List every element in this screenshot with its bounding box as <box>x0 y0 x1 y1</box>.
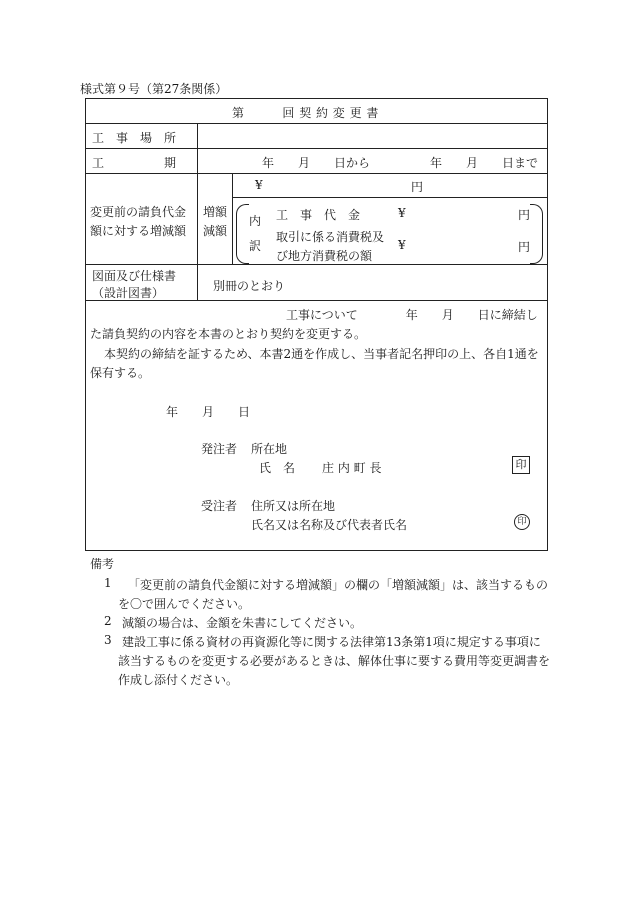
amount-label-line1: 変更前の請負代金 <box>90 205 187 219</box>
contractor-address-label: 住所又は所在地 <box>251 499 336 513</box>
construction-cost-en-unit: 円 <box>518 208 531 222</box>
note-1-line-2: を〇で囲んでください。 <box>118 597 251 611</box>
breakdown-wake: 訳 <box>249 239 262 253</box>
note-2-number: 2 <box>104 614 112 628</box>
row-divider <box>232 197 548 198</box>
total-en-unit: 円 <box>411 180 424 194</box>
note-3-line-2: 該当するものを変更する必要があるときは、解体仕事に要する費用等変更調書を <box>118 654 551 668</box>
breakdown-bracket-left <box>236 204 249 264</box>
total-yen-sign: ¥ <box>255 178 263 192</box>
period-label: 工 期 <box>92 156 177 170</box>
signing-date: 年 月 日 <box>166 405 251 419</box>
row-divider <box>85 148 548 149</box>
contractor-name-label: 氏名又は名称及び代表者氏名 <box>251 518 408 532</box>
orderer-label: 発注者 <box>201 442 238 456</box>
site-label: 工 事 場 所 <box>92 131 177 145</box>
note-1-number: 1 <box>104 576 112 590</box>
orderer-seal-icon: 印 <box>512 456 530 474</box>
form-number-label: 様式第９号（第27条関係） <box>80 82 228 96</box>
document-title: 第 回契約変更書 <box>232 106 384 120</box>
contractor-seal-icon: 印 <box>514 514 530 530</box>
breakdown-uchi: 内 <box>249 214 262 228</box>
tax-label-line1: 取引に係る消費税及 <box>276 230 385 244</box>
body-line-2: た請負契約の内容を本書のとおり契約を変更する。 <box>90 327 367 341</box>
tax-en-unit: 円 <box>518 240 531 254</box>
drawings-value: 別冊のとおり <box>213 279 286 293</box>
body-line-1: 工事について 年 月 日に締結し <box>286 308 538 322</box>
period-value: 年 月 日から 年 月 日まで <box>262 156 539 170</box>
contractor-label: 受注者 <box>201 499 238 513</box>
body-line-4: 保有する。 <box>90 366 151 380</box>
orderer-name: 庄 内 町 長 <box>322 461 382 475</box>
row-divider <box>85 173 548 174</box>
note-3-line-1: 建設工事に係る資材の再資源化等に関する法律第13条第1項に規定する事項に <box>122 635 541 649</box>
orderer-name-label: 氏 名 <box>259 461 296 475</box>
notes-heading: 備考 <box>90 557 115 571</box>
row-divider <box>85 264 548 265</box>
increase-label[interactable]: 増額 <box>203 205 228 219</box>
drawings-label-line2: （設計図書） <box>92 286 165 300</box>
column-divider <box>232 173 233 264</box>
body-line-3: 本契約の締結を証するため、本書2通を作成し、当事者記名押印の上、各自1通を <box>104 347 539 361</box>
breakdown-bracket-right <box>530 204 543 264</box>
row-divider <box>85 123 548 124</box>
tax-yen-sign: ¥ <box>398 238 406 252</box>
construction-cost-yen-sign: ¥ <box>398 206 406 220</box>
orderer-address-label: 所在地 <box>251 442 288 456</box>
note-3-line-3: 作成し添付ください。 <box>118 673 239 687</box>
site-value-field[interactable] <box>200 126 544 146</box>
tax-label-line2: び地方消費税の額 <box>276 249 373 263</box>
note-3-number: 3 <box>104 633 112 647</box>
drawings-label-line1: 図面及び仕様書 <box>92 269 177 283</box>
decrease-label[interactable]: 減額 <box>203 224 228 238</box>
note-2-line-1: 減額の場合は、金額を朱書にしてください。 <box>122 616 363 630</box>
construction-cost-label: 工 事 代 金 <box>276 208 361 222</box>
note-1-line-1: 「変更前の請負代金額に対する増減額」の欄の「増額減額」は、該当するもの <box>128 578 549 592</box>
amount-label-line2: 額に対する増減額 <box>90 224 187 238</box>
column-divider <box>197 123 198 300</box>
